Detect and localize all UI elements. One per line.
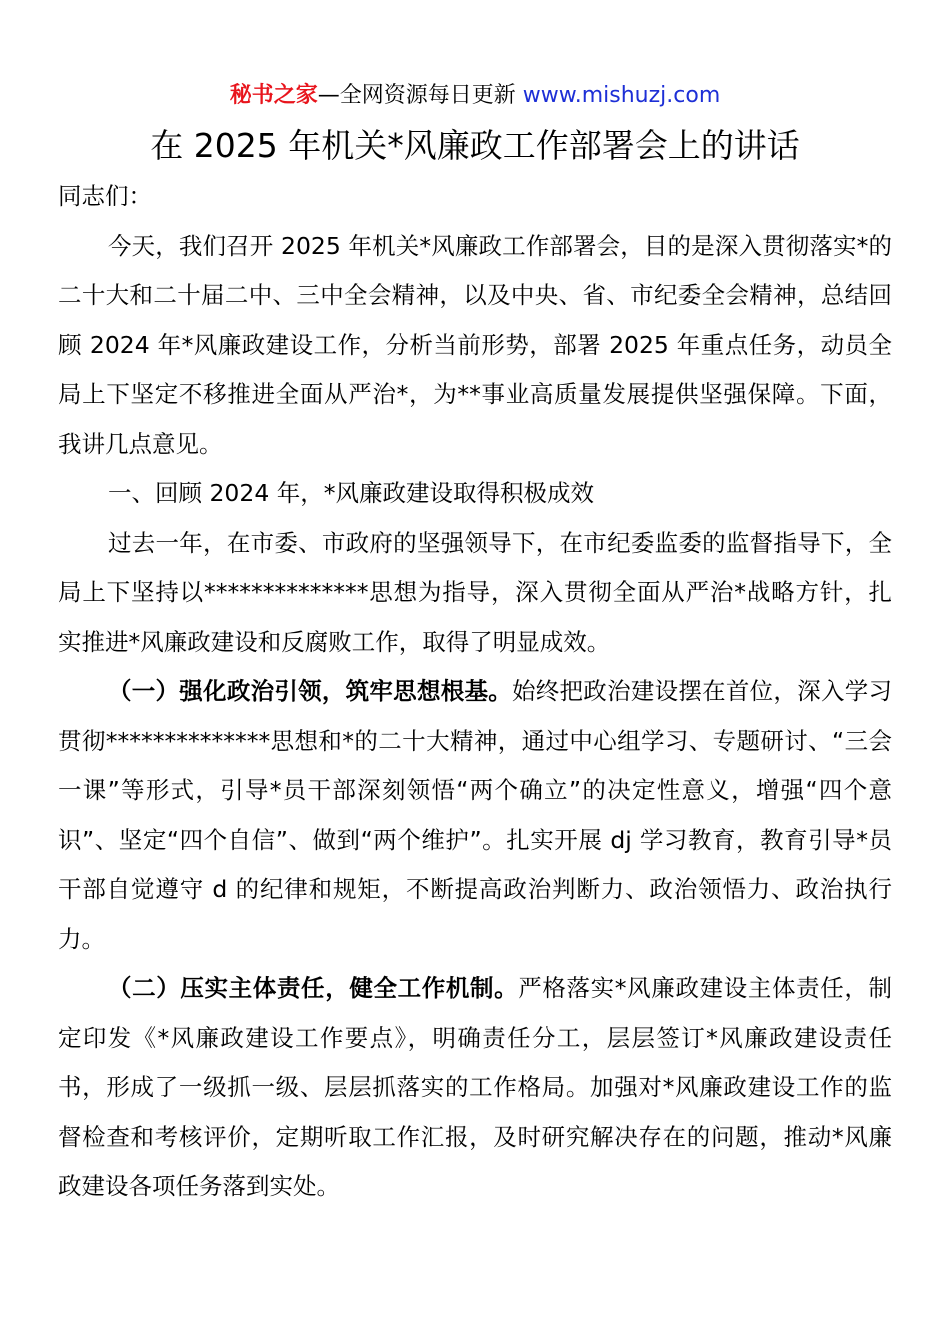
paragraph-subsection-1 — [58, 667, 892, 964]
site-header — [0, 78, 950, 114]
paragraph-review: 过去一年，在市委、市政府的坚强领导下，在市纪委监委的监督指导下，全局上下坚持以**************思想为指导，深入贯彻全面从严治*战略方针，扎实推进*风廉政建设和反腐败工作，取得了明显成效。 — [58, 528, 892, 656]
salutation: 同志们： — [58, 182, 152, 210]
subsection-1-body: 始终把政治建设摆在首位，深入学习贯彻**************思想和*的二十大精神，通过中心组学习、专题研讨、“三会一课”等形式，引导*员干部深刻领悟“两个确立”的决定性意义，增强“四个意识”、坚定“四个自信”、做到“两个维护”。扎实开展 dj 学习教育，教育引导*员干部自觉遵守 d 的纪律和规矩，不断提高政治判断力、政治领悟力、政治执行力。 — [58, 677, 892, 953]
brand-name: 秘书之家 — [229, 83, 318, 108]
document-body — [58, 172, 892, 1212]
section-heading-1: 一、回顾 2024 年，*风廉政建设取得积极成效 — [108, 479, 594, 507]
site-url[interactable]: www.mishuzj.com — [522, 83, 721, 108]
header-slogan: —全网资源每日更新 — [317, 83, 523, 108]
paragraph-intro: 今天，我们召开 2025 年机关*风廉政工作部署会，目的是深入贯彻落实*的二十大和二十届二中、三中全会精神，以及中央、省、市纪委全会精神，总结回顾 2024 年*风廉政建设工作，分析当前形势，部署 2025 年重点任务，动员全局上下坚定不移推进全面从严治*，为**事业高质量发展提供坚强保障。下面，我讲几点意见。 — [58, 231, 892, 458]
subsection-1-heading: （一）强化政治引领，筑牢思想根基。 — [108, 677, 513, 705]
subsection-2-body: 严格落实*风廉政建设主体责任，制定印发《*风廉政建设工作要点》，明确责任分工，层层签订*风廉政建设责任书，形成了一级抓一级、层层抓落实的工作格局。加强对*风廉政建设工作的监督检查和考核评价，定期听取工作汇报，及时研究解决存在的问题，推动*风廉政建设各项任务落到实处。 — [58, 974, 893, 1200]
document-title: 在 2025 年机关*风廉政工作部署会上的讲话 — [150, 126, 800, 165]
subsection-2-heading: （二）压实主体责任，健全工作机制。 — [108, 974, 519, 1002]
paragraph-subsection-2 — [58, 964, 892, 1212]
